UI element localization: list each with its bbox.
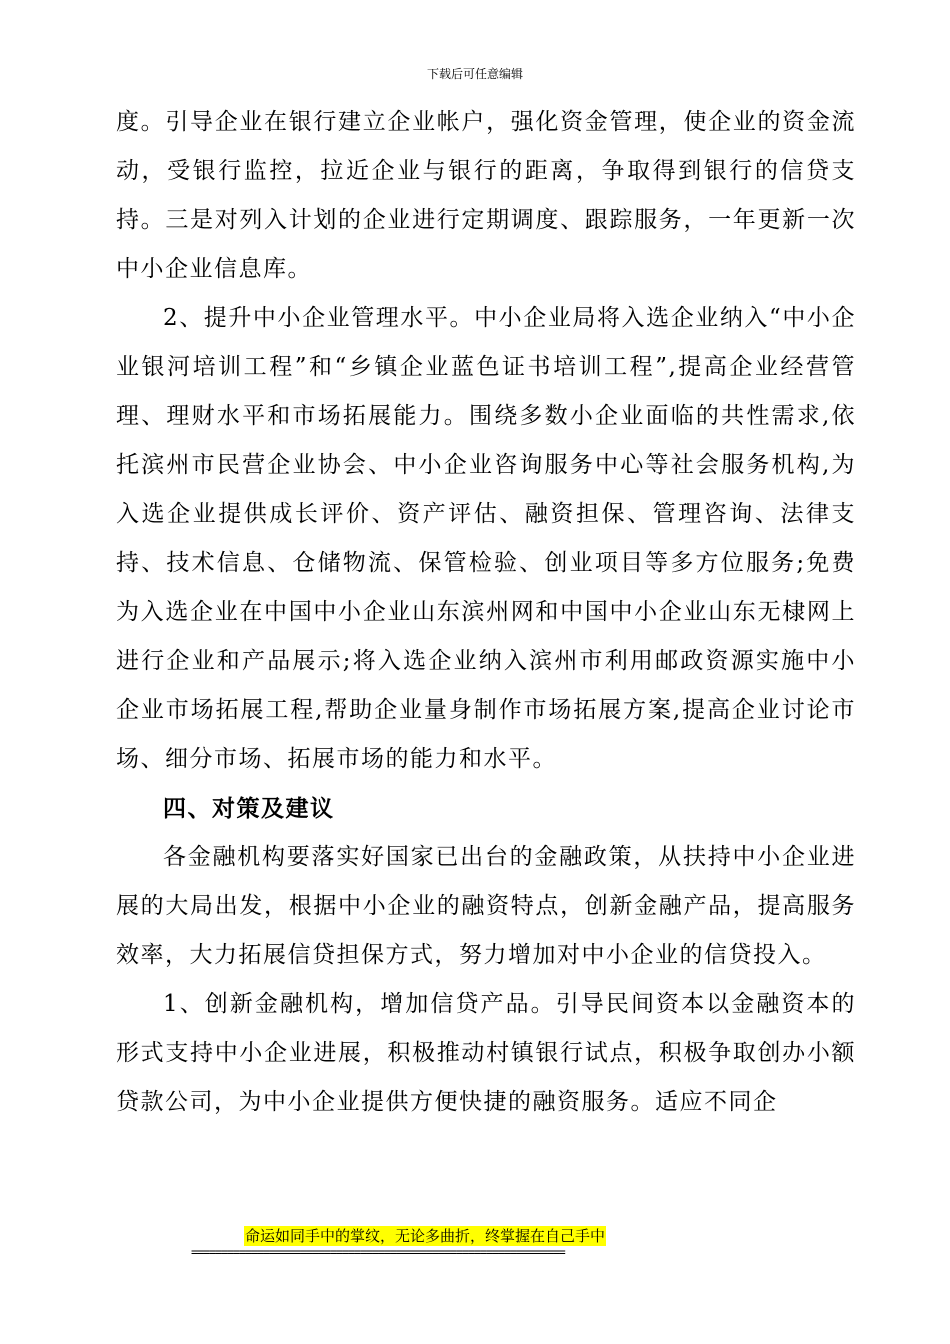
document-body [116,98,856,1127]
paragraph-2: 2、提升中小企业管理水平。中小企业局将入选企业纳入“中小企业银河培训工程”和“乡镇企业蓝色证书培训工程”,提高企业经营管理、理财水平和市场拓展能力。围绕多数小企业面临的共性需求,依托滨州市民营企业协会、中小企业咨询服务中心等社会服务机构,为入选企业提供成长评价、资产评估、融资担保、管理咨询、法律支持、技术信息、仓储物流、保管检验、创业项目等多方位服务;免费为入选企业在中国中小企业山东滨州网和中国中小企业山东无棣网上进行企业和产品展示;将入选企业纳入滨州市利用邮政资源实施中小企业市场拓展工程,帮助企业量身制作市场拓展方案,提高企业讨论市场、细分市场、拓展市场的能力和水平。 [116,305,856,772]
paragraph-1: 度。引导企业在银行建立企业帐户，强化资金管理，使企业的资金流动，受银行监控，拉近企业与银行的距离，争取得到银行的信贷支持。三是对列入计划的企业进行定期调度、跟踪服务，一年更新一次中小企业信息库。 [116,109,856,282]
footer-rule: ============================================================== [191,1245,565,1259]
section-heading: 四、对策及建议 [163,795,335,822]
header-note: 下载后可任意编辑 [426,67,523,81]
paragraph-4: 1、创新金融机构，增加信贷产品。引导民间资本以金融资本的形式支持中小企业进展，积极推动村镇银行试点，积极争取创办小额贷款公司，为中小企业提供方便快捷的融资服务。适应不同企 [116,991,856,1115]
footer-motto: 命运如同手中的掌纹，无论多曲折，终掌握在自己手中 [245,1227,606,1245]
paragraph-3: 各金融机构要落实好国家已出台的金融政策，从扶持中小企业进展的大局出发，根据中小企业的融资特点，创新金融产品，提高服务效率，大力拓展信贷担保方式，努力增加对中小企业的信贷投入。 [116,844,856,968]
